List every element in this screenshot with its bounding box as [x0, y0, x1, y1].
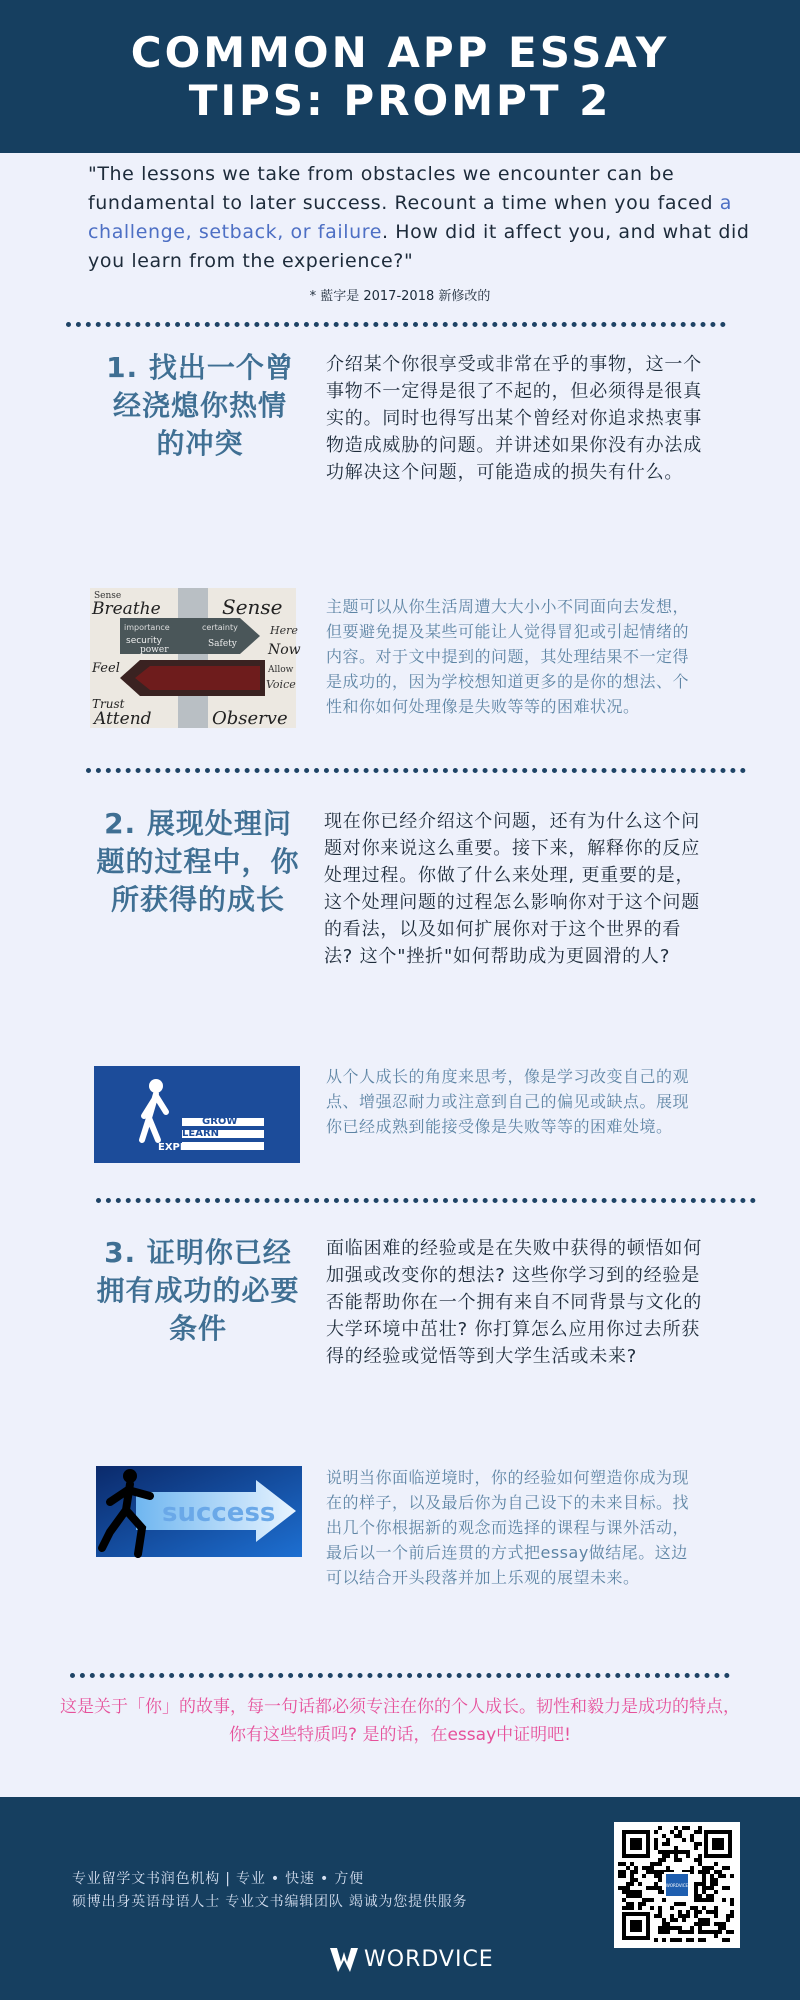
section-3-body: 面临困难的经验或是在失败中获得的顿悟如何加强或改变你的想法? 这些你学习到的经验是否能帮助你在一个拥有来自不同背景与文化的大学环境中茁壮? 你打算怎么应用你过去所获得的经验或觉悟等到大学生活或未来?: [326, 1238, 702, 1367]
dotted-divider: [86, 768, 746, 773]
section-2-tip: 从个人成长的角度来思考，像是学习改变自己的观点、增强忍耐力或注意到自己的偏见或缺点。展现你已经成熟到能接受像是失败等等的困难处境。: [326, 1067, 690, 1136]
wordvice-logo[interactable]: [330, 1947, 494, 1972]
img-word: EXPLORE: [158, 1142, 209, 1153]
logo-text: WORDVICE: [364, 1947, 494, 1972]
prompt-text-end: . How did it affect you, and what did you learn from the experience?": [88, 221, 750, 272]
footer-line-2: 硕博出身英语母语人士 专业文书编辑团队 竭诚为您提供服务: [72, 1894, 468, 1910]
img-word: GROW: [202, 1116, 238, 1127]
section-2-body: 现在你已经介绍这个问题，还有为什么这个问题对你来说这么重要。接下来，解释你的反应处理过程。你做了什么来处理, 更重要的是，这个处理问题的过程怎么影响你对于这个问题的看法，以及如何扩展你对于这个世界的看法? 这个"挫折"如何帮助成为更圆滑的人?: [324, 811, 700, 967]
section-1-tip: 主题可以从你生活周遭大大小小不同面向去发想，但要避免提及某些可能让人觉得冒犯或引起情绪的内容。对于文中提到的问题，其处理结果不一定得是成功的，因为学校想知道更多的是你的想法、个性和你如何处理像是失败等等的困难状况。: [326, 597, 690, 716]
section-3-image: [96, 1466, 302, 1557]
img-word: Sense: [94, 591, 122, 601]
img-word: certainty: [202, 623, 238, 632]
footer-text: [72, 1868, 467, 1914]
page-title: COMMON APP ESSAY TIPS: PROMPT 2: [130, 27, 670, 125]
section-2-image: [94, 1066, 300, 1163]
img-word: Now: [268, 642, 301, 658]
img-word: importance: [124, 623, 170, 632]
prompt-quote: [88, 160, 758, 276]
section-2-title: 2. 展现处理问题的过程中，你所获得的成长: [96, 807, 300, 916]
qr-logo: WORDVICE: [665, 1883, 689, 1888]
img-word: Voice: [266, 678, 296, 691]
img-word: Observe: [212, 708, 288, 729]
closing-message: 这是关于「你」的故事，每一句话都必须专注在你的个人成长。韧性和毅力是成功的特点，你有这些特质吗? 是的话，在essay中证明吧!: [60, 1697, 740, 1745]
img-word: success: [162, 1498, 276, 1528]
img-word: Sense: [222, 595, 283, 619]
section-3-title: 3. 证明你已经拥有成功的必要条件: [96, 1236, 300, 1345]
img-word: LEARN: [182, 1128, 220, 1139]
prompt-text-start: "The lessons we take from obstacles we encounter can be fundamental to later success. Recount a time when you faced: [88, 163, 720, 214]
img-word: Attend: [94, 709, 152, 729]
qr-code[interactable]: [614, 1822, 740, 1948]
section-1-title: 1. 找出一个曾经浇熄你热情的冲突: [106, 351, 294, 460]
img-word: Allow: [268, 665, 294, 675]
img-word: power: [140, 645, 169, 655]
img-word: Breathe: [92, 599, 161, 619]
dotted-divider: [96, 1198, 756, 1203]
img-word: Safety: [208, 639, 237, 649]
img-word: Feel: [92, 661, 120, 676]
prompt-note: * 藍字是 2017-2018 新修改的: [309, 289, 491, 304]
footer: [0, 1797, 800, 2000]
img-word: security: [126, 636, 162, 646]
section-3-tip: 说明当你面临逆境时，你的经验如何塑造你成为现在的样子，以及最后你为自己设下的未来目标。找出几个你根据新的观念而选择的课程与课外活动，最后以一个前后连贯的方式把essay做结尾。这边可以结合开头段落并加上乐观的展望未来。: [326, 1468, 690, 1587]
prompt-highlight: a challenge, setback, or failure: [88, 192, 733, 243]
section-1-image: [90, 588, 301, 729]
dotted-divider: [66, 322, 726, 327]
dotted-divider: [70, 1673, 730, 1678]
img-word: Here: [270, 624, 298, 637]
wordvice-logo-icon: [330, 1948, 358, 1972]
section-1-body: 介绍某个你很享受或非常在乎的事物，这一个事物不一定得是很了不起的，但必须得是很真实的。同时也得写出某个曾经对你追求热衷事物造成威胁的问题。并讲述如果你没有办法成功解决这个问题，可能造成的损失有什么。: [326, 354, 702, 483]
header-banner: [0, 0, 800, 153]
img-word: Trust: [92, 697, 125, 711]
footer-line-1: 专业留学文书润色机构 | 专业 • 快速 • 方便: [72, 1871, 364, 1887]
